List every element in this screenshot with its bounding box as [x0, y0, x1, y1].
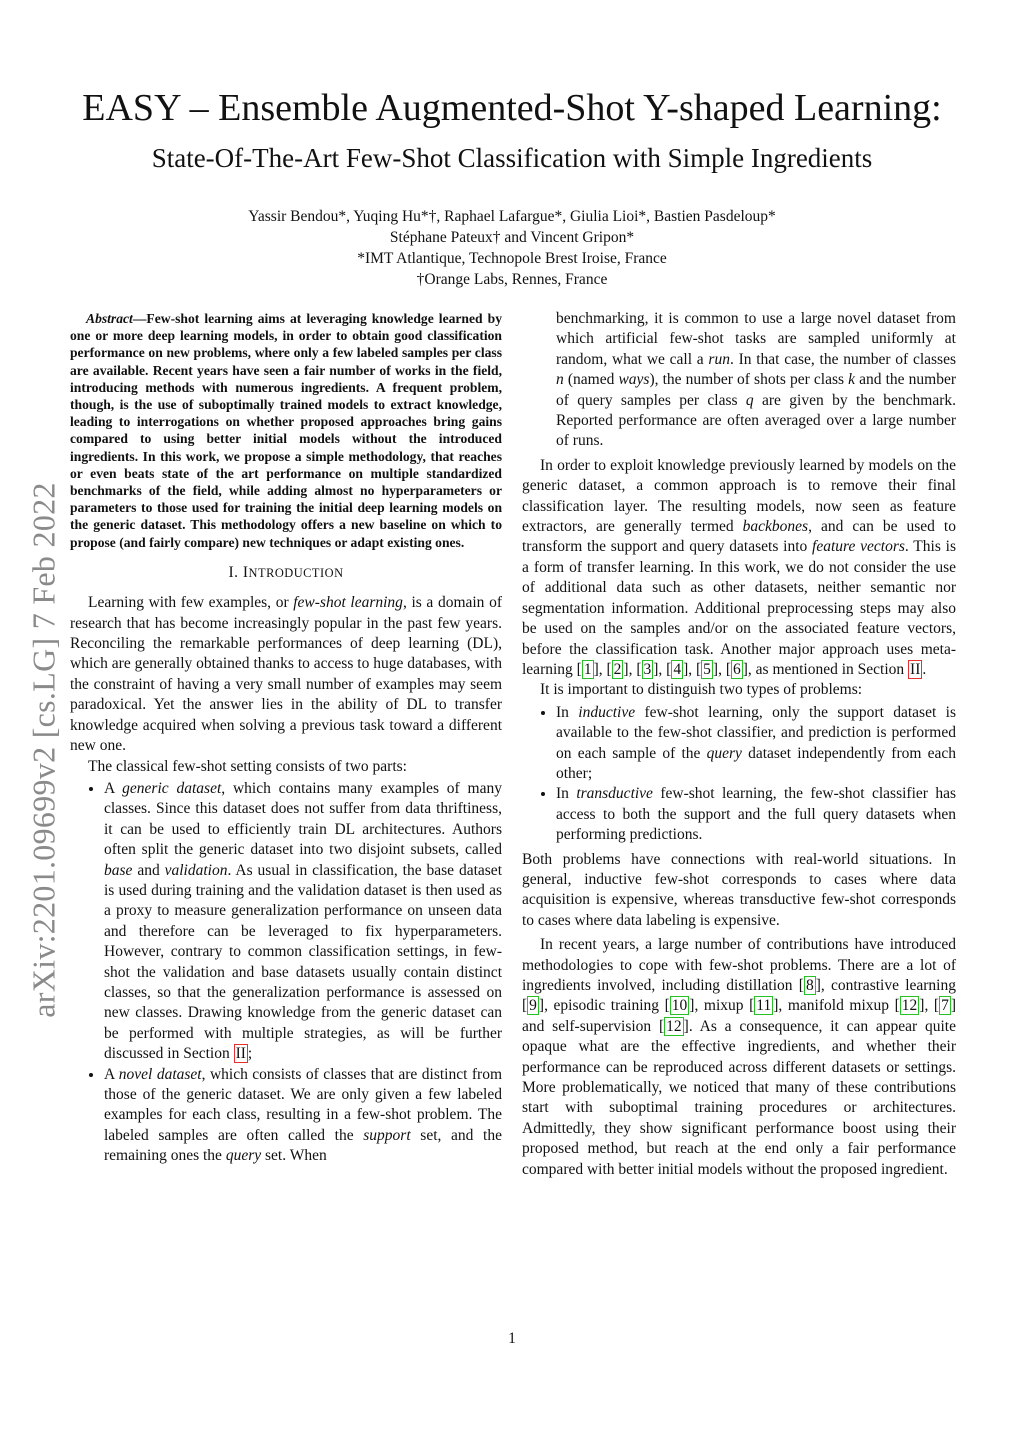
abstract-text: —Few-shot learning aims at leveraging knowledge learned by one or more deep learning models, in order to obtain good classification performance on new problems, where only a few labeled samples per class are available. Recent years have seen a fair number of works in the field, introducing methods with numerous ingredients. A frequent problem, though, is the use of suboptimally trained models to extract knowledge, leading to interrogations on whether proposed approaches bring gains compared to using better initial models without the introduced ingredients. In this work, we propose a simple methodology, that reaches or even beats state of the art performance on multiple standardized benchmarks of the field, while adding almost no hyperparameters or parameters to those used for training the initial deep learning models on the generic dataset. This methodology offers a new baseline on which to propose (and fairly compare) new techniques or adapt existing ones. — [70, 311, 502, 550]
section-ref-link[interactable]: II — [910, 660, 921, 678]
citation-link[interactable]: 4 — [673, 660, 682, 678]
intro-paragraph-5: Both problems have connections with real-world situations. In general, inductive few-shot corresponds to cases where data acquisition is expensive, whereas transductive few-shot corresponds to cases where data labeling is expensive. — [522, 850, 956, 929]
citation-link[interactable]: 12 — [901, 997, 918, 1015]
arxiv-sidebar-stamp — [14, 455, 74, 1045]
citation-link[interactable]: 7 — [941, 997, 949, 1015]
citation-link[interactable]: 8 — [805, 977, 814, 994]
citation-link[interactable]: 2 — [613, 660, 622, 678]
citation-link[interactable]: 3 — [643, 660, 652, 678]
intro-paragraph-6: In recent years, a large number of contributions have introduced methodologies to cope with few-shot problems. There are a lot of ingredients involved, including distillation [ 8 ], contrastive learning [ 9 ], episodic training [ 10 ], mixup [ 11 ], manifold mixup [ 12 ], [ 7 ] and self-supervision [ 12 ]. As a consequence, it can appear quite opaque what are the effective ingredients, and whether their performance can be reproduced across different datasets or settings. More problematically, we noticed that many of these contributions start with suboptimal training procedures or architectures. Admittedly, they show significant performance boost using their proposed method, but reach at the end only a fair performance compared with better initial models without the proposed ingredient. — [522, 936, 956, 1178]
intro-paragraph-2: The classical few-shot setting consists of two parts: — [88, 757, 407, 775]
intro-paragraph-3: In order to exploit knowledge previously learned by models on the generic dataset, a common approach is to remove their final classification layer. The resulting models, now seen as feature extractors, are generally termed backbones, and can be used to transform the support and query datasets into feature vectors. This is a form of transfer learning. In this work, we do not consider the use of additional data such as other datasets, neither semantic nor segmentation information. Additional preprocessing steps may also be used on the samples and/or on the associated feature vectors, before the classification task. Another major approach uses meta-learning [ 1 ], [ 2 ], [ 3 ], [ 4 ], [ 5 ], [ 6 ], as mentioned in Section II . — [522, 456, 956, 678]
list-item: • In inductive few-shot learning, only the support dataset is available to the few-shot classifier, and prediction is performed on each sample of the query dataset independently from each other; — [556, 703, 956, 785]
citation-link[interactable]: 10 — [671, 997, 688, 1015]
paper-subtitle: State-Of-The-Art Few-Shot Classification with Simple Ingredients — [151, 143, 873, 173]
citation-link[interactable]: 12 — [666, 1017, 682, 1035]
left-column — [70, 310, 502, 1169]
intro-paragraph-4: It is important to distinguish two types of problems: — [540, 681, 863, 699]
authors-line-2: Stéphane Pateux† and Vincent Gripon* — [389, 229, 635, 246]
continued-list-item — [522, 309, 956, 452]
citation-link[interactable]: 1 — [583, 660, 592, 678]
author-block — [0, 206, 1024, 290]
authors-line-1: Yassir Bendou*, Yuqing Hu*†, Raphael Lafargue*, Giulia Lioi*, Bastien Pasdeloup* — [248, 208, 776, 225]
affiliation-2: †Orange Labs, Rennes, France — [416, 271, 608, 288]
citation-link[interactable]: 11 — [756, 997, 772, 1015]
citation-link[interactable]: 5 — [703, 660, 711, 678]
list-item: • A novel dataset, which consists of classes that are distinct from those of the generic dataset. We are only given a few labeled examples for each class, resulting in a few-shot problem. The labeled samples are often called the support set, and the remaining ones the query set. When — [104, 1065, 502, 1167]
section-heading-introduction: I. INTRODUCTION — [228, 563, 344, 581]
list-item: • A generic dataset, which contains many examples of many classes. Since this dataset does not suffer from data thriftiness, it can be used to efficiently train DL architectures. Authors often split the generic dataset into two disjoint subsets, called base and validation. As usual in classification, the base dataset is used during training and the validation dataset is then used as a proxy to measure generalization performance on unseen data and therefore can be leveraged to fix hyperparameters. However, contrary to common classification settings, in few-shot the validation and base datasets usually contain distinct classes, so that the generalization performance is assessed on new classes. Drawing knowledge from the generic dataset can be performed with multiple strategies, as will be further discussed in Section II ; — [104, 779, 502, 1065]
list-item: • In transductive few-shot learning, the few-shot classifier has access to both the support and the full query datasets when performing predictions. — [556, 784, 956, 845]
citation-link[interactable]: 6 — [732, 660, 741, 678]
paper-title: EASY – Ensemble Augmented-Shot Y-shaped Learning: — [82, 87, 942, 129]
affiliation-1: *IMT Atlantique, Technopole Brest Iroise, France — [357, 250, 667, 267]
list-item-continued: benchmarking, it is common to use a large novel dataset from which artificial few-shot tasks are sampled uniformly at random, what we call a run. In that case, the number of classes n (named ways), the number of shots per class k and the number of query samples per class q are given by the benchmark. Reported performance are often averaged over a large number of runs. — [556, 310, 957, 450]
intro-paragraph-1: Learning with few examples, or few-shot learning, is a domain of research that has become increasingly popular in the past few years. Reconciling the remarkable performances of deep learning (DL), which are generally obtained thanks to access to huge databases, with the constraint of having a very small number of examples may seem paradoxical. Yet the answer lies in the ability of DL to transfer knowledge acquired when solving a previous task toward a different new one. — [70, 594, 502, 755]
page-number: 1 — [508, 1330, 516, 1347]
arxiv-identifier: arXiv:2201.09699v2 [cs.LG] 7 Feb 2022 — [25, 482, 62, 1018]
problem-types-list — [522, 703, 956, 846]
abstract-label: Abstract — [86, 311, 133, 326]
right-column — [522, 309, 956, 1180]
citation-link[interactable]: 9 — [529, 997, 537, 1015]
abstract — [70, 310, 502, 551]
section-ref-link[interactable]: II — [235, 1045, 246, 1063]
setting-list — [70, 779, 502, 1167]
